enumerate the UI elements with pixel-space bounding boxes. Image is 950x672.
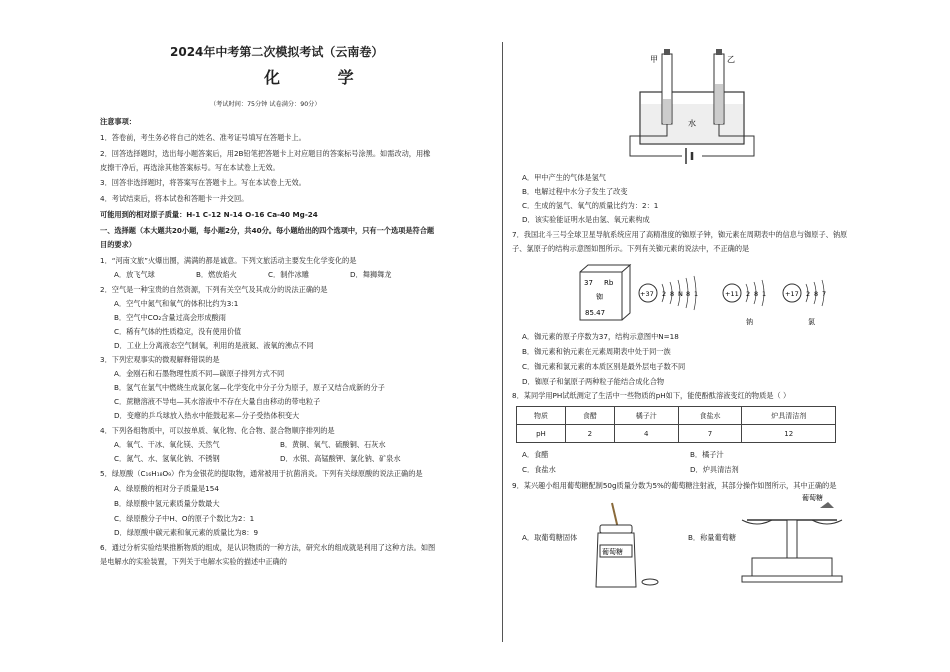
balance-foot	[742, 576, 842, 582]
ph-table-header-row	[517, 407, 836, 425]
q8-option: B．橘子汁	[690, 450, 724, 459]
rb-shell: N	[678, 290, 683, 298]
q6-option: C．生成的氢气、氧气的质量比约为：2：1	[522, 201, 659, 210]
q1-option: D．舞狮舞龙	[350, 270, 392, 279]
q5-option: A．绿原酸的相对分子质量是154	[114, 484, 219, 493]
na-atom-diagram	[723, 280, 766, 326]
dish-icon	[642, 579, 658, 585]
cl-shell: 8	[814, 290, 819, 298]
glucose-jar-figure	[590, 497, 660, 592]
q9-stem: 9．某兴趣小组用葡萄糖配制50g质量分数为5%的葡萄糖注射液，其部分操作如图所示，其中正确的是	[512, 481, 837, 490]
section-heading: 一、选择题（本大题共20小题，每小题2分，共40分。每小题给出的四个选项中，只有一个选项是符合题	[100, 226, 435, 235]
atomic-masses: 可能用到的相对原子质量：H-1 C-12 N-14 O-16 Ca-40 Mg-24	[100, 210, 318, 219]
element-number: 37	[584, 279, 593, 287]
ph-table-header: 食盐水	[678, 407, 742, 425]
q5-option: B．绿原酸中氢元素质量分数最大	[114, 499, 220, 508]
q3-stem: 3．下列宏观事实的微观解释错误的是	[100, 355, 220, 364]
note-item: 3．回答非选择题时，将答案写在答题卡上。写在本试卷上无效。	[100, 178, 306, 187]
cl-label: 氯	[808, 318, 815, 326]
left-column	[100, 0, 495, 672]
q4-option: B．黄铜、氧气、硫酸铜、石灰水	[280, 440, 386, 449]
element-symbol: Rb	[604, 279, 614, 287]
q4-option: C．氮气、水、氢氧化钠、不锈钢	[114, 454, 220, 463]
ph-table-header: 物质	[517, 407, 566, 425]
rb-nucleus-label: +37	[640, 290, 654, 298]
q3-option: D．变瘪的乒乓球放入热水中能鼓起来—分子受热体积变大	[114, 411, 300, 420]
q4-option: D．水银、高锰酸钾、氯化钠、矿泉水	[280, 454, 401, 463]
q1-stem: 1．“河南文旅”火爆出圈，满满的都是诚意。下列文旅活动主要发生化学变化的是	[100, 256, 357, 265]
q8-option: C．食盐水	[522, 465, 556, 474]
tube-a-water	[663, 99, 671, 124]
q7-stem-cont: 子、氯原子的结构示意图如图所示。下列有关铷元素的说法中，不正确的是	[512, 244, 750, 253]
q6-option: D．该实验能证明水是由氢、氧元素构成	[522, 215, 650, 224]
q3-option: A．金刚石和石墨物理性质不同—碳原子排列方式不同	[114, 369, 285, 378]
q6-stem-cont: 是电解水的实验装置，下列关于电解水实验的描述中正确的	[100, 557, 287, 566]
q5-stem: 5．绿原酸（C₁₆H₁₈O₉）作为金银花的提取物，通常被用于抗菌消炎。下列有关绿原酸的说法正确的是	[100, 469, 423, 478]
ph-table-header: 炉具清洁剂	[742, 407, 836, 425]
cl-shell: 2	[806, 290, 811, 298]
balance-base	[752, 558, 832, 576]
balance-label: 葡萄糖	[802, 494, 823, 502]
ph-table-header: 食醋	[565, 407, 614, 425]
exam-info: （考试时间：75分钟 试卷满分：90分）	[210, 101, 321, 108]
na-shell: 8	[754, 290, 759, 298]
weight-icon	[820, 502, 834, 508]
q2-stem: 2．空气是一种宝贵的自然资源，下列有关空气及其成分的说法正确的是	[100, 285, 328, 294]
q5-option: C．绿原酸分子中H、O的原子个数比为2：1	[114, 514, 255, 523]
ph-table-header: 橘子汁	[614, 407, 678, 425]
na-shell: 1	[762, 290, 767, 298]
tube-a-label: 甲	[650, 55, 658, 64]
q1-option: A．放飞气球	[114, 270, 155, 279]
water-label: 水	[688, 119, 696, 128]
q8-stem: 8．某同学用PH试纸测定了生活中一些物质的pH如下，能使酚酞溶液变红的物质是（ ）	[512, 391, 791, 400]
q2-option: A．空气中氮气和氧气的体积比约为3:1	[114, 299, 239, 308]
q2-option: D．工业上分离液态空气制氧，利用的是液氮、液氧的沸点不同	[114, 341, 314, 350]
q9-option-b: B．称量葡萄糖	[688, 533, 737, 542]
q7-option: B．铷元素和钠元素在元素周期表中处于同一族	[522, 347, 671, 356]
element-mass: 85.47	[585, 309, 606, 317]
ph-value: 7	[678, 425, 742, 443]
column-divider	[502, 42, 503, 642]
section-heading-cont: 目的要求）	[100, 240, 136, 249]
jar-body	[596, 533, 636, 587]
q2-option: B．空气中CO₂含量过高会形成酸雨	[114, 313, 226, 322]
subject-title: 化 学	[264, 68, 380, 87]
rb-shell: 2	[662, 290, 667, 298]
jar-label: 葡萄糖	[602, 548, 623, 556]
note-item: 1．答卷前，考生务必将自己的姓名、准考证号填写在答题卡上。	[100, 133, 306, 142]
ph-value: 4	[614, 425, 678, 443]
balance-column	[787, 520, 797, 560]
q6-option: B．电解过程中水分子发生了改变	[522, 187, 628, 196]
rb-atom-diagram	[639, 276, 698, 310]
note-item: 皮擦干净后，再选涂其他答案标号。写在本试卷上无效。	[100, 163, 280, 172]
q3-option: B．氢气在氯气中燃烧生成氯化氢—化学变化中分子分为原子，原子又结合成新的分子	[114, 383, 385, 392]
na-label: 钠	[746, 318, 753, 326]
na-nucleus-label: +11	[725, 290, 739, 298]
ph-table	[516, 406, 836, 443]
element-name: 铷	[596, 293, 603, 301]
q5-option: D．绿原酸中碳元素和氧元素的质量比为8：9	[114, 528, 259, 537]
q7-stem: 7．我国北斗三号全球卫星导航系统应用了高精准度的铷原子钟，铷元素在周期表中的信息与铷原子、钠原	[512, 230, 848, 239]
valve-b-icon	[716, 49, 722, 55]
q8-option: D．炉具清洁剂	[690, 465, 739, 474]
ph-value: 2	[565, 425, 614, 443]
q6-option: A．甲中产生的气体是氢气	[522, 173, 606, 182]
q3-option: C．蔗糖溶液不导电—其水溶液中不存在大量自由移动的带电粒子	[114, 397, 321, 406]
cl-shell: 7	[822, 290, 827, 298]
q7-option: D．铷原子和氯原子两种粒子能结合成化合物	[522, 377, 665, 386]
right-column	[512, 0, 857, 672]
q9-option-a: A．取葡萄糖固体	[522, 533, 578, 542]
balance-figure	[732, 490, 852, 590]
q8-option: A．食醋	[522, 450, 549, 459]
q7-option: A．铷元素的原子序数为37，结构示意图中N=18	[522, 332, 679, 341]
q7-option: C．铷元素和氯元素的本质区别是最外层电子数不同	[522, 362, 686, 371]
exam-title: 2024年中考第二次模拟考试（云南卷）	[170, 45, 384, 59]
notes-heading: 注意事项：	[100, 117, 136, 126]
cl-nucleus-label: +17	[785, 290, 799, 298]
rb-shell: 8	[686, 290, 691, 298]
note-item: 2．回答选择题时，选出每小题答案后，用2B铅笔把答题卡上对应题目的答案标号涂黑。如需改动，用橡	[100, 149, 431, 158]
tube-b-label: 乙	[727, 55, 735, 64]
note-item: 4．考试结束后，将本试卷和答题卡一并交回。	[100, 194, 249, 203]
tube-b-water	[715, 84, 723, 124]
q4-option: A．氧气、干冰、氧化镁、天然气	[114, 440, 220, 449]
q1-option: B．燃放焰火	[196, 270, 237, 279]
valve-a-icon	[664, 49, 670, 55]
q1-option: C．制作冰雕	[268, 270, 309, 279]
ph-row-label: pH	[517, 425, 566, 443]
cl-atom-diagram	[783, 280, 826, 326]
q2-option: C．稀有气体的性质稳定，没有使用价值	[114, 327, 242, 336]
rb-shell: 8	[670, 290, 675, 298]
q4-stem: 4．下列各组物质中，可以按单质、氧化物、化合物、混合物顺序排列的是	[100, 426, 335, 435]
ph-table-row	[517, 425, 836, 443]
q6-stem: 6．通过分析实验结果推断物质的组成，是认识物质的一种方法，研究水的组成就是利用了这种方法。如图	[100, 543, 436, 552]
jar-neck	[600, 525, 632, 533]
rb-shell: 1	[694, 290, 699, 298]
na-shell: 2	[746, 290, 751, 298]
atom-structure-figure	[570, 262, 850, 327]
electrolysis-diagram	[622, 44, 762, 169]
ph-value: 12	[742, 425, 836, 443]
